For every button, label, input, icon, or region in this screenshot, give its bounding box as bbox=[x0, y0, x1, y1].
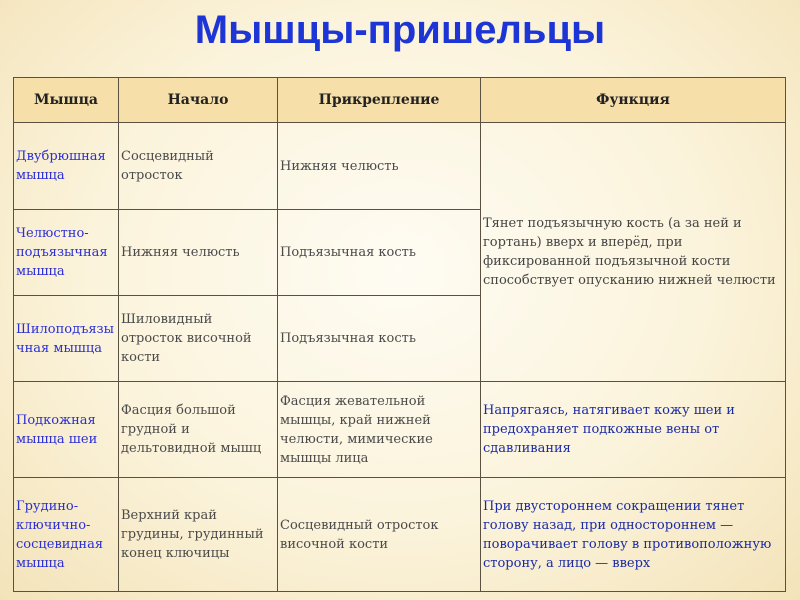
cell-muscle: Подкожная мышца шеи bbox=[14, 382, 119, 478]
cell-function: Напрягаясь, натягивает кожу шеи и предохраняет подкожные вены от сдавливания bbox=[481, 382, 786, 478]
cell-origin: Фасция большой грудной и дельтовидной мышц bbox=[119, 382, 278, 478]
table-row bbox=[14, 478, 786, 592]
header-muscle: Мышца bbox=[14, 78, 119, 123]
cell-insertion: Подъязычная кость bbox=[278, 296, 481, 382]
cell-origin: Верхний край грудины, грудинный конец ключицы bbox=[119, 478, 278, 592]
cell-insertion: Подъязычная кость bbox=[278, 210, 481, 296]
cell-muscle: Челюстно-подъязычная мышца bbox=[14, 210, 119, 296]
cell-origin: Шиловидный отросток височной кости bbox=[119, 296, 278, 382]
cell-muscle: Шилоподъязычная мышца bbox=[14, 296, 119, 382]
header-origin: Начало bbox=[119, 78, 278, 123]
table-row bbox=[14, 123, 786, 210]
table-header-row bbox=[14, 78, 786, 123]
cell-function: При двустороннем сокращении тянет голову назад, при одностороннем — поворачивает голову в противоположную сторону, а лицо — вверх bbox=[481, 478, 786, 592]
table-row bbox=[14, 382, 786, 478]
cell-origin: Сосцевидный отросток bbox=[119, 123, 278, 210]
cell-muscle: Грудино-ключично-сосцевидная мышца bbox=[14, 478, 119, 592]
header-function: Функция bbox=[481, 78, 786, 123]
cell-function-merged: Тянет подъязычную кость (а за ней и гортань) вверх и вперёд, при фиксированной подъязычной кости способствует опусканию нижней челюсти bbox=[481, 123, 786, 382]
page-title: Мышцы-пришельцы bbox=[194, 8, 606, 52]
header-insertion: Прикрепление bbox=[278, 78, 481, 123]
cell-origin: Нижняя челюсть bbox=[119, 210, 278, 296]
cell-insertion: Фасция жевательной мышцы, край нижней челюсти, мимические мышцы лица bbox=[278, 382, 481, 478]
muscles-table bbox=[13, 77, 786, 592]
cell-muscle: Двубрюшная мышца bbox=[14, 123, 119, 210]
cell-insertion: Нижняя челюсть bbox=[278, 123, 481, 210]
cell-insertion: Сосцевидный отросток височной кости bbox=[278, 478, 481, 592]
